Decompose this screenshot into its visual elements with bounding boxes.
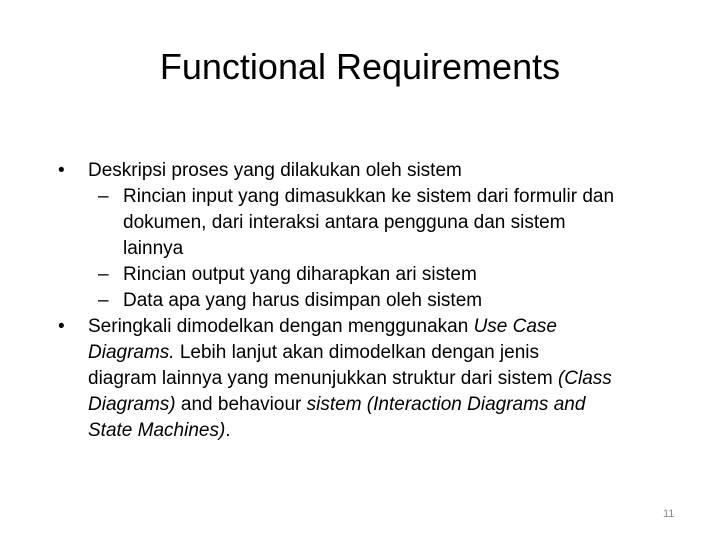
slide-body xyxy=(58,158,698,444)
sub-bullet-text: Data apa yang harus disimpan oleh sistem xyxy=(123,290,483,311)
sub-bullet-marker: – xyxy=(98,186,109,207)
bullet-emphasis: (Class xyxy=(557,368,612,389)
bullet-continuation xyxy=(58,366,698,392)
bullet-emphasis: State Machines) xyxy=(88,420,226,441)
sub-bullet-item xyxy=(58,288,698,314)
sub-bullet-marker: – xyxy=(98,264,109,285)
sub-bullet-item xyxy=(58,184,698,210)
sub-bullet-text: Rincian input yang dimasukkan ke sistem dari formulir dan xyxy=(123,186,615,207)
sub-bullet-continuation xyxy=(58,210,698,236)
bullet-item xyxy=(58,158,698,184)
bullet-text: and behaviour xyxy=(175,394,307,415)
bullet-emphasis: sistem (Interaction Diagrams and xyxy=(306,394,586,415)
page-number: 11 xyxy=(663,508,675,520)
slide-title: Functional Requirements xyxy=(159,46,561,87)
bullet-marker: • xyxy=(58,160,65,181)
bullet-text: Seringkali dimodelkan dengan menggunakan xyxy=(88,316,474,337)
bullet-item xyxy=(58,314,698,340)
bullet-emphasis: Use Case xyxy=(473,316,557,337)
bullet-continuation xyxy=(58,418,698,444)
sub-bullet-item xyxy=(58,262,698,288)
bullet-continuation xyxy=(58,392,698,418)
sub-bullet-text: lainnya xyxy=(123,238,184,259)
bullet-text: Deskripsi proses yang dilakukan oleh sistem xyxy=(88,160,462,181)
sub-bullet-text: dokumen, dari interaksi antara pengguna dan sistem xyxy=(123,212,566,233)
bullet-emphasis: Diagrams. xyxy=(88,342,175,363)
sub-bullet-text: Rincian output yang diharapkan ari sistem xyxy=(123,264,477,285)
sub-bullet-continuation xyxy=(58,236,698,262)
bullet-text: . xyxy=(225,420,231,441)
bullet-text: Lebih lanjut akan dimodelkan dengan jenis xyxy=(174,342,540,363)
bullet-text: diagram lainnya yang menunjukkan struktur dari sistem xyxy=(88,368,558,389)
bullet-marker: • xyxy=(58,316,65,337)
bullet-continuation xyxy=(58,340,698,366)
sub-bullet-marker: – xyxy=(98,290,109,311)
bullet-emphasis: Diagrams) xyxy=(88,394,176,415)
